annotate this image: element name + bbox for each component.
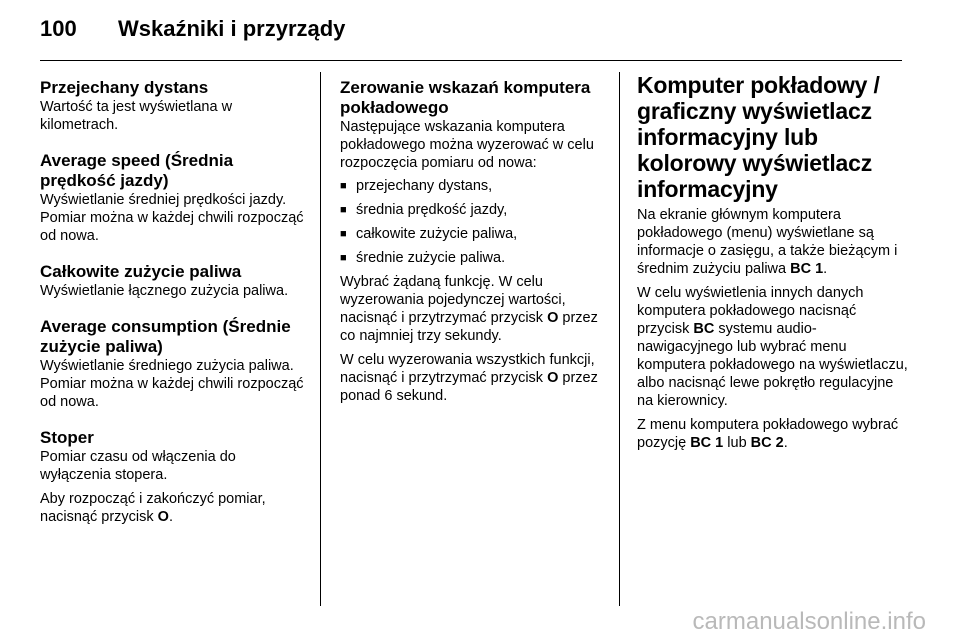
page-number: 100 [40,16,77,41]
section-heading-stopwatch: Stoper [40,428,94,447]
section-heading-board-computer: Komputer pokładowy / graficzny wyświetlacz informacyjny lub kolorowy wyświetlacz informacyjny [637,72,880,202]
reset-all-values: W celu wyzerowania wszystkich funkcji, nacisnąć i przytrzymać przycisk O przez ponad 6 sekund. [340,352,598,404]
column-divider-2 [619,72,620,606]
column-divider-1 [320,72,321,606]
chapter-title: Wskaźniki i przyrządy [118,16,346,41]
board-computer-select: Z menu komputera pokładowego wybrać pozycję BC 1 lub BC 2. [637,417,899,451]
list-item: ■ całkowite zużycie paliwa, [340,225,608,243]
list-item: ■ średnia prędkość jazdy, [340,201,608,219]
section-heading-reset: Zerowanie wskazań komputera pokładowego [340,78,591,117]
section-text-total-consumption: Wyświetlanie łącznego zużycia paliwa. [40,283,289,299]
section-text-stopwatch: Pomiar czasu od włączenia do wyłączenia stopera. [40,449,236,483]
section-heading-distance: Przejechany dystans [40,78,209,97]
section-text-distance: Wartość ta jest wyświetlana w kilometrach. [40,99,233,133]
list-item: ■ średnie zużycie paliwa. [340,249,608,267]
header-rule [40,60,902,61]
middle-column [340,78,608,405]
section-heading-average-speed: Average speed (Średnia prędkość jazdy) [40,151,234,190]
section-heading-total-consumption: Całkowite zużycie paliwa [40,262,242,281]
right-column [637,72,909,452]
list-item: ■ przejechany dystans, [340,177,608,195]
board-computer-other-data: W celu wyświetlenia innych danych komputera pokładowego nacisnąć przycisk BC systemu audio-nawigacyjnego lub wybrać menu komputera pokładowego na wyświetlaczu, albo nacisnąć lewe pokrętło regulacyjne na kierownicy. [637,285,908,409]
reset-intro: Następujące wskazania komputera pokładowego można wyzerować w celu rozpoczęcia pomiaru od nowa: [340,119,594,171]
section-text-average-consumption: Wyświetlanie średniego zużycia paliwa. Pomiar można w każdej chwili rozpocząć od nowa. [40,358,304,410]
left-column [40,78,310,526]
section-text-average-speed: Wyświetlanie średniej prędkości jazdy. Pomiar można w każdej chwili rozpocząć od nowa. [40,192,304,244]
watermark: carmanualsonline.info [692,608,926,635]
section-heading-average-consumption: Average consumption (Średnie zużycie paliwa) [40,317,291,356]
reset-list [340,177,608,267]
section-text-stopwatch-usage: Aby rozpocząć i zakończyć pomiar, nacisnąć przycisk O. [40,491,266,525]
reset-single-value: Wybrać żądaną funkcję. W celu wyzerowania pojedynczej wartości, nacisnąć i przytrzymać przycisk O przez co najmniej trzy sekundy. [340,274,598,344]
board-computer-main-screen: Na ekranie głównym komputera pokładowego (menu) wyświetlane są informacje o zasięgu, a także bieżącym i średnim zużyciu paliwa BC 1. [637,207,898,277]
